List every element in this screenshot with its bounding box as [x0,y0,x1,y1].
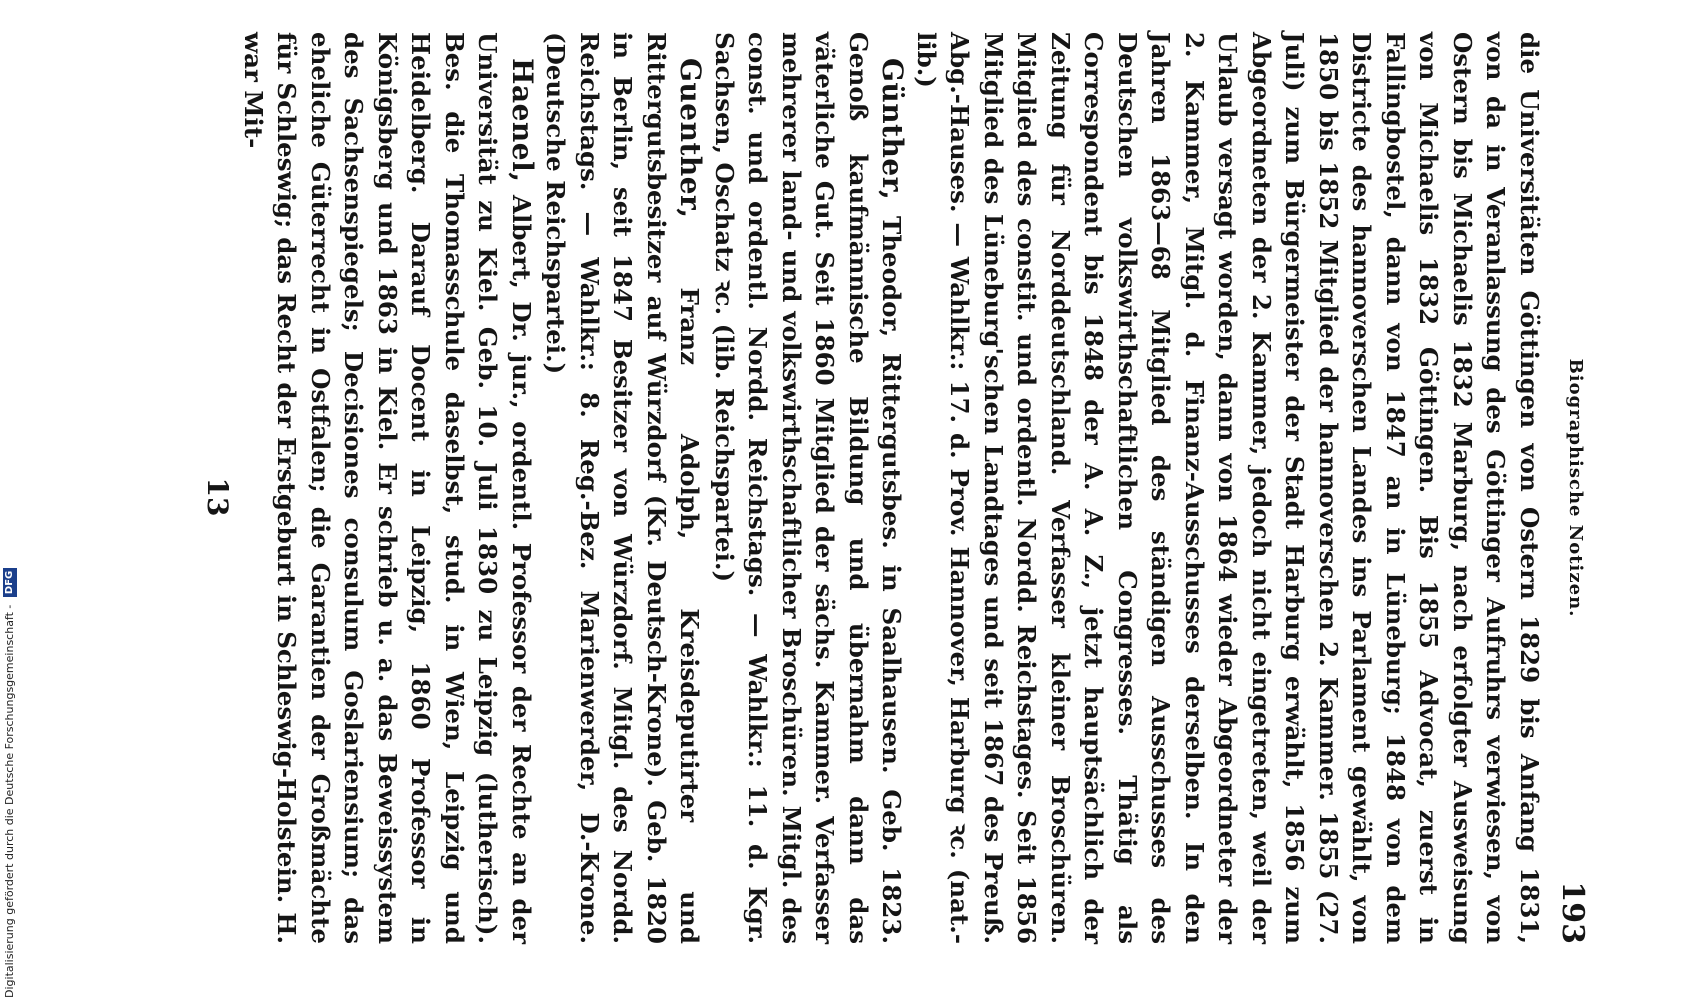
entry-text: Theodor, Rittergutsbes. in Saalhausen. Geb. 1823. Genoß kaufmännische Bildung und übernahm dann das väterliche Gut. Seit 1860 Mitglied der sächs. Kammer. Verfasser mehrerer land- und volkswirthschaftlicher Broschüren. Mitgl. des const. und ordentl. Nordd. Reichstags. — Wahlkr.: 11. d. Kgr. Sachsen, Oschatz ꝛc. (lib. Reichspartei.) [710,32,907,945]
signature-mark: 13 [201,477,235,517]
paragraph-text: die Universitäten Göttingen von Ostern 1829 bis Anfang 1831, von da in Veranlassung des Göttinger Aufruhrs verwiesen, von Ostern bis Michaelis 1832 Marburg, nach erfolgter Ausweisung von Michaelis 1832 Göttingen. Bis 1855 Advocat, zuerst in Fallingbostel, dann von 1847 an in Lüneburg; 1848 von dem Districte des hannoverschen Landes ins Parlament gewählt, von 1850 bis 1852 Mitglied der hannoverschen 2. Kammer. 1855 (27. Juli) zum Bürgermeister der Stadt Harburg erwählt, 1856 zum Abgeordneten der 2. Kammer, jedoch nicht eingetreten, weil der Urlaub versagt worden, dann von 1864 wieder Abgeordneter der 2. Kammer, Mitgl. d. Finanz-Ausschusses derselben. In den Jahren 1863—68 Mitglied des ständigen Ausschusses des Deutschen volkswirthschaftlichen Congresses. Thätig als Correspondent bis 1848 der A. A. Z., jetzt hauptsächlich der Zeitung für Norddeutschland. Verfasser kleiner Broschüren. Mitglied des constit. und ordentl. Nordd. Reichstages. Seit 1856 Mitglied des Lüneburg'schen Landtages und seit 1867 des Preuß. Abg.-Hauses. — Wahlkr.: 17. d. Prov. Hannover, Harburg ꝛc. (nat.-lib.) [912,32,1544,944]
running-head [1546,32,1590,944]
dfg-logo: DFG [3,568,17,597]
entry-name: Haenel, [506,58,539,183]
book-page [170,32,1590,962]
page-body [237,32,1547,944]
biography-entry [237,32,540,944]
entry-name: Günther, [876,58,910,201]
running-head-title: Biographische Notizen. [1565,358,1586,618]
entry-text: Franz Adolph, Kreisdeputirter und Rittergutsbesitzer auf Würzdorf (Kr. Deutsch-Krone). Geb. 1820 in Berlin, seit 1847 Besitzer von Würzdorf. Mitgl. des Nordd. Reichstags. — Wahlkr.: 8. Reg.-Bez. Marienwerder, D.-Krone. (Deutsche Reichspartei.) [541,32,705,944]
paragraph-continuation [910,32,1547,944]
digitization-footer [2,8,18,998]
biography-entry [539,32,708,944]
footer-text: Digitalisierung gefördert durch die Deutsche Forschungsgemeinschaft - [3,604,16,998]
biography-entry [708,32,910,944]
entry-text: Albert, Dr. jur., ordentl. Professor der Rechte an der Universität zu Kiel. Geb. 10. Juli 1830 zu Leipzig (lutherisch). Bes. die Thomasschule daselbst, stud. in Wien, Leipzig und Heidelberg. Darauf Docent in Leipzig, 1860 Professor in Königsberg und 1863 in Kiel. Er schrieb u. a. das Beweissystem des Sachsenspiegels; Decisiones consulum Goslariensium; das eheliche Güterrecht in Ostfalen; die Garantien der Großmächte für Schleswig; das Recht der Erstgeburt in Schleswig-Holstein. H. war Mit- [239,32,536,945]
page-number: 193 [1555,881,1590,944]
entry-name: Guenther, [674,58,708,219]
